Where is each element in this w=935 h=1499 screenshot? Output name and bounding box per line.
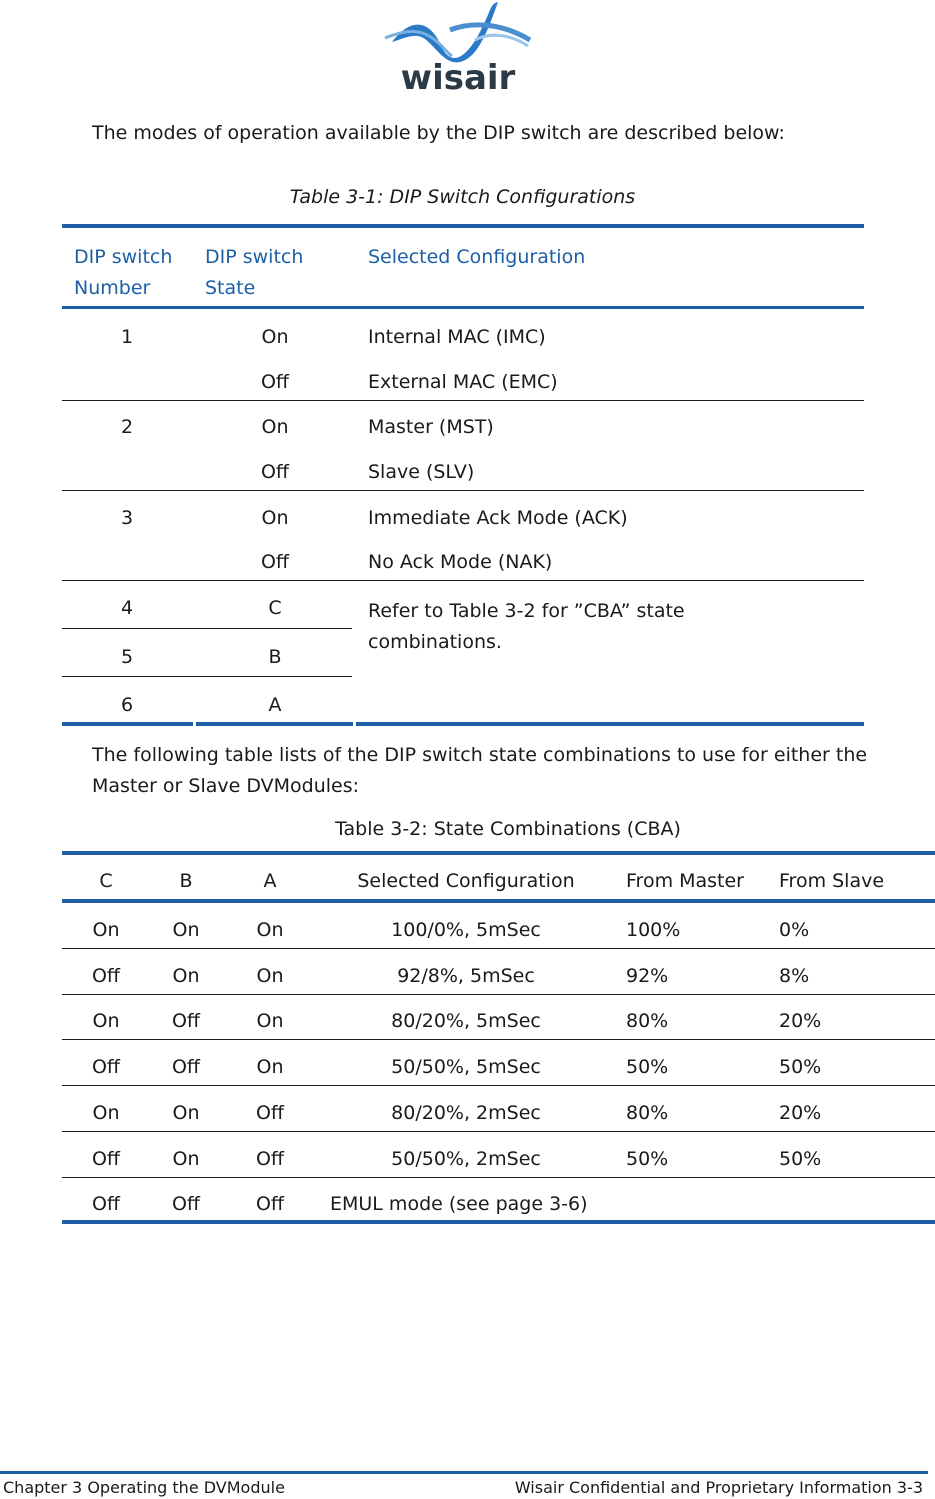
table2-header-config: Selected Configuration: [357, 870, 575, 892]
table1-cell-number: 1: [120, 326, 134, 348]
table1-cell-config: Slave (SLV): [368, 461, 475, 483]
table2-top-rule: [62, 851, 935, 855]
table1-cell-number: 4: [120, 597, 134, 619]
table1-cell-number: 6: [120, 694, 134, 716]
table2-row-divider: [62, 994, 935, 995]
table2-cell: On: [256, 1056, 284, 1078]
footer-rule: [0, 1471, 928, 1474]
table2-cell: Off: [171, 1193, 201, 1215]
table2-cell: 50%: [779, 1056, 822, 1078]
table2-cell: 92%: [626, 965, 669, 987]
table2-cell: On: [172, 919, 200, 941]
table1-row-divider: [62, 580, 864, 581]
footer-confidential: Wisair Confidential and Proprietary Information 3-3: [514, 1478, 923, 1497]
table1-cell-state: B: [268, 646, 282, 668]
table2-cell: 92/8%, 5mSec: [397, 965, 535, 987]
table2-cell: Off: [255, 1102, 285, 1124]
table1-top-rule: [62, 224, 864, 228]
table2-cell: 0%: [779, 919, 810, 941]
table2-cell: 80/20%, 2mSec: [391, 1102, 541, 1124]
table1-cell-number: 3: [120, 507, 134, 529]
table2-header-slave: From Slave: [779, 870, 885, 892]
table2-caption: Table 3-2: State Combinations (CBA): [335, 818, 681, 840]
table2-cell: Off: [91, 1148, 121, 1170]
table2-header-rule: [62, 899, 935, 903]
table1-header-state: DIP switch State: [205, 246, 304, 299]
table2-intro-paragraph: The following table lists of the DIP switch state combinations to use for either the Master or Slave DVModules:: [92, 744, 868, 797]
table2-row-divider: [62, 948, 935, 949]
table2-cell: On: [92, 1010, 120, 1032]
table1-caption: Table 3-1: DIP Switch Configurations: [289, 186, 636, 208]
table2-cell: 20%: [779, 1102, 822, 1124]
table2-cell: 8%: [779, 965, 810, 987]
table1-row-divider: [62, 400, 864, 401]
table1-cell-state: Off: [260, 371, 290, 393]
table1-row-divider: [62, 628, 352, 629]
table1-bottom-rule: [196, 722, 353, 726]
intro-text: The modes of operation available by the DIP switch are described below:: [92, 122, 785, 144]
table2-cell: 50%: [779, 1148, 822, 1170]
table2-cell: Off: [171, 1056, 201, 1078]
table2-cell: On: [172, 1102, 200, 1124]
wisair-logo: [380, 0, 550, 100]
table2-cell: 80%: [626, 1010, 669, 1032]
table2-cell: 80%: [626, 1102, 669, 1124]
table2-cell: Off: [171, 1010, 201, 1032]
table2-cell: On: [256, 919, 284, 941]
table2-cell: 50%: [626, 1056, 669, 1078]
table2-cell: 50%: [626, 1148, 669, 1170]
table1-header-number: DIP switch Number: [74, 246, 173, 299]
table2-cell: 50/50%, 5mSec: [391, 1056, 541, 1078]
table1-cell-state: On: [261, 326, 289, 348]
table1-row-divider: [62, 490, 864, 491]
table1-cell-state: On: [261, 416, 289, 438]
table2-header-b: B: [179, 870, 193, 892]
table1-cell-state: On: [261, 507, 289, 529]
table2-cell: Off: [91, 1056, 121, 1078]
table1-merged-config: Refer to Table 3-2 for ”CBA” state combinations.: [368, 600, 685, 653]
table2-cell: On: [172, 965, 200, 987]
table1-cell-state: Off: [260, 551, 290, 573]
table2-header-master: From Master: [626, 870, 744, 892]
table1-cell-state: Off: [260, 461, 290, 483]
table2-cell: Off: [255, 1148, 285, 1170]
table2-row-divider: [62, 1085, 935, 1086]
table1-cell-config: External MAC (EMC): [368, 371, 558, 393]
table2-bottom-rule: [62, 1220, 935, 1224]
table1-bottom-rule: [62, 722, 193, 726]
table1-header-config: Selected Configuration: [368, 246, 586, 268]
table2-cell: On: [172, 1148, 200, 1170]
table1-cell-config: Internal MAC (IMC): [368, 326, 546, 348]
table2-cell: 80/20%, 5mSec: [391, 1010, 541, 1032]
table1-cell-state: A: [268, 694, 282, 716]
table2-cell: On: [92, 1102, 120, 1124]
table2-header-c: C: [99, 870, 113, 892]
table2-header-a: A: [263, 870, 277, 892]
table1-cell-number: 2: [120, 416, 134, 438]
table2-row-divider: [62, 1039, 935, 1040]
table1-cell-config: No Ack Mode (NAK): [368, 551, 553, 573]
table1-cell-config: Immediate Ack Mode (ACK): [368, 507, 628, 529]
table1-row-divider: [62, 676, 352, 677]
table1-header-rule: [62, 306, 864, 309]
table2-row-divider: [62, 1131, 935, 1132]
table1-cell-state: C: [268, 597, 282, 619]
table2-cell: Off: [91, 965, 121, 987]
table2-cell: 50/50%, 2mSec: [391, 1148, 541, 1170]
footer-chapter: Chapter 3 Operating the DVModule: [3, 1478, 285, 1497]
table2-cell: On: [92, 919, 120, 941]
table2-row-divider: [62, 1177, 935, 1178]
logo-wordmark: wisair: [400, 58, 516, 98]
table2-cell: 20%: [779, 1010, 822, 1032]
table2-cell: 100%: [626, 919, 681, 941]
table1-cell-number: 5: [120, 646, 134, 668]
table2-cell: Off: [91, 1193, 121, 1215]
table2-cell: EMUL mode (see page 3-6): [330, 1193, 588, 1215]
table2-cell: On: [256, 1010, 284, 1032]
table2-cell: On: [256, 965, 284, 987]
table1-bottom-rule: [356, 722, 864, 726]
table1-cell-config: Master (MST): [368, 416, 494, 438]
table2-cell: Off: [255, 1193, 285, 1215]
table2-cell: 100/0%, 5mSec: [391, 919, 541, 941]
